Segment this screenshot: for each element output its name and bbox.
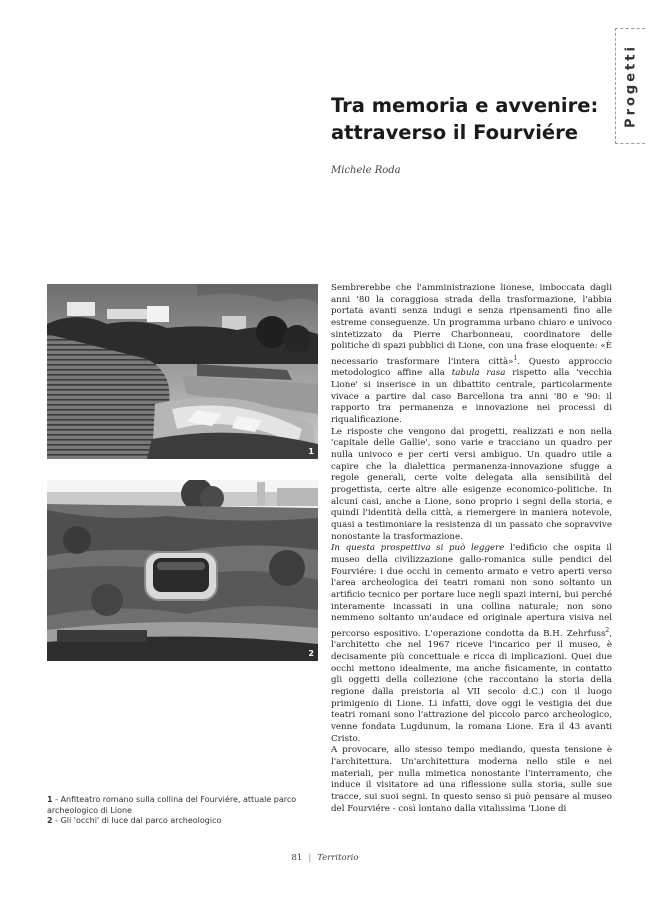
paragraph-1-emphasis: tabula rasa xyxy=(451,368,506,379)
paragraph-3-b: , l'architetto che nel 1967 riceve l'incarico per il museo, è decisamente più concettuale e ricca di implicazioni. Quei due occhi mettono idealmente, ma anche fisicamente, in contatto gli oggetti della collezione (che raccontano la storia della regione dalla preistoria al VII secolo d.C.) con il luogo primigenio di Lione. Li infatti, dove oggi le vestigia dei due teatri romani sono l'attrazione del piccolo parco archeologico, venne fondata Lugdunum, la romana Lione. Era il 43 avanti Cristo. xyxy=(331,628,612,744)
footnote-ref-2: 2 xyxy=(605,626,610,634)
paragraph-4: A provocare, allo stesso tempo mediando, questa tensione è l'architettura. Un'architettura moderna nello stile e nei materiali, per nulla mimetica nonostante l'interramento, che induce il visitatore ad una riflessione sulla storia, sulle sue tracce, sui suoi segni. In questo senso si può pensare al museo del Fourviére - così lontano dalla vitalissima 'Lione di xyxy=(331,745,612,814)
photo-museum-eye xyxy=(47,480,318,661)
paragraph-1 xyxy=(331,283,612,427)
caption-2-number: 2 xyxy=(47,816,53,825)
page-number: 81 xyxy=(291,853,303,863)
title-line-1: Tra memoria e avvenire: xyxy=(331,94,599,117)
footer-separator: | xyxy=(308,853,312,863)
paragraph-1-b: . Questo approccio metodologico affine alla xyxy=(331,356,612,379)
amphitheatre-image xyxy=(47,284,318,459)
figure-captions xyxy=(47,795,312,827)
paragraph-1-c: rispetto alla 'vecchia Lione' si inserisce in un dibattito centrale, particolarmente vivace a partire dal caso Barcellona tra anni '80 e '90: il rapporto tra permanenza e innovazione nei processi di riqualificazione. xyxy=(331,368,612,426)
paragraph-3-a: l'edificio che ospita il museo della civilizzazione gallo-romanica sulle pendici del Fourviére: i due occhi in cemento armato e vetro aperti verso l'area archeologica dei teatri romani non sono soltanto un artificio tecnico per portare luce negli spazi interni, bui perché interamente incassati in una collina naturale; non sono nemmeno soltanto un'audace ed originale apertura visiva nel percorso espositivo. L'operazione condotta da B.H. Zehrfuss xyxy=(331,543,612,639)
footnote-ref-1: 1 xyxy=(513,354,518,362)
caption-2-text: Gli 'occhi' di luce dal parco archeologico xyxy=(60,816,222,825)
caption-1-number: 1 xyxy=(47,795,53,804)
caption-2: 2 - Gli 'occhi' di luce dal parco archeologico xyxy=(47,816,222,825)
title-line-2: attraverso il Fourviére xyxy=(331,121,578,144)
museum-eye-image xyxy=(47,480,318,661)
section-tab-label: Progetti xyxy=(623,44,638,128)
page-footer xyxy=(0,853,650,863)
caption-1-text: Anfiteatro romano sulla collina del Fourviére, attuale parco archeologico di Lione xyxy=(47,795,297,815)
paragraph-1-a: Sembrerebbe che l'amministrazione lionese, imboccata dagli anni '80 la coraggiosa strada della trasformazione, l'abbia portata avanti senza indugi e senza ripensamenti fino alle estreme conseguenze. Un programma urbano chiaro e univoco sintetizzato da Pierre Charbonneau, coordinatore delle politiche di spazi pubblici di Lione, con una frase eloquente: «È necessario trasformare l'intera città» xyxy=(331,283,612,367)
paragraph-3-emphasis: In questa prospettiva si può leggere xyxy=(331,543,505,554)
photo-amphitheatre xyxy=(47,284,318,459)
paragraph-2: Le risposte che vengono dai progetti, realizzati e non nella 'capitale delle Gallie', sono varie e tracciano un quadro per nulla univoco e per certi versi ambiguo. Un quadro utile a capire che la dialettica permanenza-innovazione sfugge a regole generali, certe volte delegata alla sensibilità del progettista, certe altre alle esigenze economico-politiche. In alcuni casi, anche a Lione, sono proprio i segni della storia, e quindi l'identità della città, a riemergere in maniera notevole, quasi a testimoniare la resistenza di un passato che sopravvive nonostante la trasformazione. xyxy=(331,426,612,542)
figure-number-2: 2 xyxy=(308,649,314,658)
figure-number-1: 1 xyxy=(308,447,314,456)
author-name: Michele Roda xyxy=(331,165,401,176)
paragraph-3 xyxy=(331,543,612,745)
caption-1: 1 - Anfiteatro romano sulla collina del Fourviére, attuale parco archeologico di Lione xyxy=(47,795,297,815)
article-body xyxy=(331,283,612,815)
magazine-name: Territorio xyxy=(317,853,359,863)
article-title xyxy=(331,92,611,146)
section-tab xyxy=(615,28,645,144)
